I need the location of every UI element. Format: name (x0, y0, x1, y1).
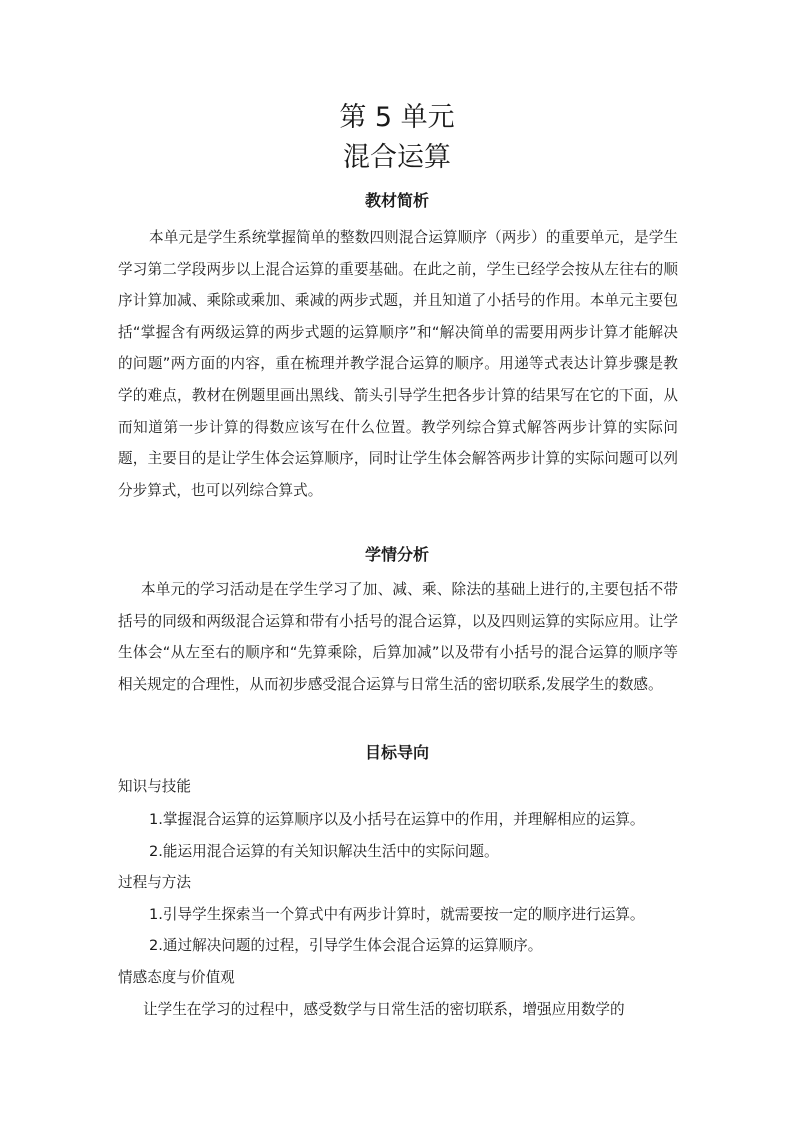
goals-process-item-1: 1.引导学生探索当一个算式中有两步计算时，就需要按一定的顺序进行运算。 (149, 906, 645, 923)
goals-process-item-2: 2.通过解决问题的过程，引导学生体会混合运算的运算顺序。 (149, 937, 543, 954)
goals-emotion-paragraph: 让学生在学习的过程中，感受数学与日常生活的密切联系，增强应用数学的 (143, 1001, 625, 1018)
goals-knowledge-item-2: 2.能运用混合运算的有关知识解决生活中的实际问题。 (149, 843, 499, 860)
section-heading-learning: 学情分析 (364, 545, 429, 564)
textbook-analysis-paragraph: 本单元是学生系统掌握简单的整数四则混合运算顺序（两步）的重要单元，是学生学习第二学段两步以上混合运算的重要基础。在此之前，学生已经学会按从左往右的顺序计算加减、乘除或乘加、乘减的两步式题，并且知道了小括号的作用。本单元主要包括“掌握含有两级运算的两步式题的运算顺序”和“解决简单的需要用两步计算才能解决的问题”两方面的内容，重在梳理并教学混合运算的顺序。用递等式表达计算步骤是教学的难点，教材在例题里画出黑线、箭头引导学生把各步计算的结果写在它的下面，从而知道第一步计算的得数应该写在什么位置。教学列综合算式解答两步计算的实际问题，主要目的是让学生体会运算顺序，同时让学生体会解答两步计算的实际问题可以列分步算式，也可以列综合算式。 (118, 229, 678, 499)
goals-knowledge-label: 知识与技能 (118, 778, 191, 795)
goals-emotion-label: 情感态度与价值观 (118, 969, 235, 986)
goals-knowledge-item-1: 1.掌握混合运算的运算顺序以及小括号在运算中的作用，并理解相应的运算。 (149, 811, 645, 828)
unit-title: 第 5 单元 (339, 102, 455, 133)
learning-analysis-paragraph: 本单元的学习活动是在学生学习了加、减、乘、除法的基础上进行的,主要包括不带括号的同级和两级混合运算和带有小括号的混合运算，以及四则运算的实际应用。让学生体会“从左至右的顺序和“先算乘除，后算加减”以及带有小括号的混合运算的顺序等相关规定的合理性，从而初步感受混合运算与日常生活的密切联系,发展学生的数感。 (118, 581, 678, 693)
section-heading-goals: 目标导向 (364, 743, 429, 762)
section-heading-textbook: 教材简析 (364, 191, 429, 210)
unit-subtitle: 混合运算 (343, 142, 451, 173)
goals-process-label: 过程与方法 (118, 874, 191, 891)
